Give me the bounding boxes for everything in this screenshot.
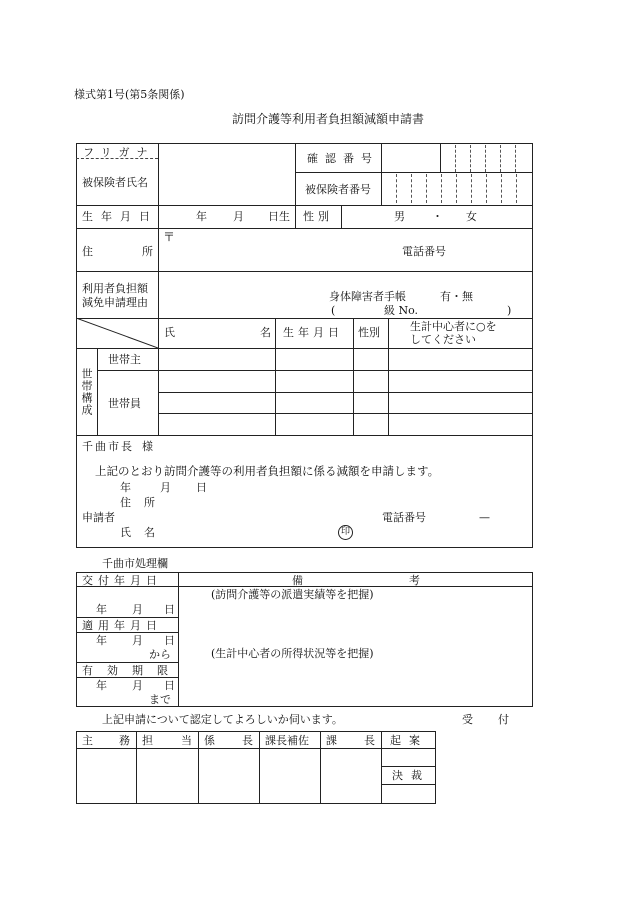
declaration-name-2: 名 — [144, 526, 155, 539]
received-label-1: 受 — [462, 713, 473, 726]
declaration-phone-label: 電話番号 — [382, 511, 426, 524]
col-name-1: 氏 — [164, 326, 175, 339]
gender-female[interactable]: 女 — [466, 210, 477, 223]
declaration-address-1: 住 — [120, 496, 131, 509]
gender-dot: ・ — [432, 210, 443, 223]
col-main-earner-line1: 生計中心者に○を — [410, 320, 497, 333]
gender-label: 性別 — [303, 210, 333, 223]
valid-day: 日 — [164, 679, 175, 692]
col-kakari-1: 係 — [204, 734, 215, 747]
reason-label-line1: 利用者負担額 — [82, 282, 148, 295]
form-title: 訪問介護等利用者負担額減額申請書 — [232, 112, 425, 126]
issue-year: 年 — [96, 603, 107, 616]
household-section-label: 世帯構成 — [80, 368, 93, 416]
remarks-label-2: 考 — [409, 574, 420, 587]
valid-year: 年 — [96, 679, 107, 692]
remarks-note-1: (訪問介護等の派遣実績等を把握) — [211, 588, 374, 601]
col-tanto-2: 当 — [181, 734, 192, 747]
col-chief-1: 課 — [326, 734, 337, 747]
col-decision: 決裁 — [392, 769, 430, 782]
declaration-address-2: 所 — [144, 496, 155, 509]
apply-from: から — [149, 648, 171, 661]
received-label-2: 付 — [498, 713, 509, 726]
approval-table — [76, 731, 436, 804]
valid-period-label: 有効期限 — [82, 664, 182, 677]
reason-label-line2: 減免申請理由 — [82, 296, 148, 309]
col-birthdate: 生年月日 — [283, 326, 343, 339]
col-gender: 性別 — [358, 326, 380, 339]
declaration-month: 月 — [160, 481, 171, 494]
mayor-label: 千曲市長 — [82, 440, 134, 453]
birthdate-year: 年 — [196, 210, 207, 223]
processing-title: 千曲市処理欄 — [102, 557, 168, 570]
close-paren: ) — [507, 304, 512, 317]
valid-until: まで — [149, 693, 171, 706]
insured-name-label: 被保険者氏名 — [82, 176, 148, 189]
col-chief-2: 長 — [364, 734, 375, 747]
declaration-name-1: 氏 — [120, 526, 131, 539]
col-main-2: 務 — [119, 734, 130, 747]
col-kakari-2: 長 — [242, 734, 253, 747]
address-label-2: 所 — [142, 245, 153, 258]
col-draft: 起案 — [390, 734, 428, 747]
remarks-label-1: 備 — [292, 574, 303, 587]
household-head-label: 世帯主 — [108, 353, 141, 366]
declaration-statement: 上記のとおり訪問介護等の利用者負担額に係る減額を申請します。 — [95, 464, 440, 478]
remarks-note-2: (生計中心者の所得状況等を把握) — [211, 647, 374, 660]
issue-date-label: 交付年月日 — [82, 574, 162, 587]
declaration-year: 年 — [120, 481, 131, 494]
gender-male[interactable]: 男 — [394, 210, 405, 223]
col-tanto-1: 担 — [142, 734, 153, 747]
postal-mark: 〒 — [163, 230, 176, 244]
apply-year: 年 — [96, 634, 107, 647]
declaration-day: 日 — [196, 481, 207, 494]
birthdate-day: 日生 — [268, 210, 290, 223]
valid-month: 月 — [132, 679, 143, 692]
insured-number-label: 被保険者番号 — [305, 183, 371, 196]
phone-label: 電話番号 — [402, 245, 446, 258]
seal-mark: 印 — [338, 525, 353, 540]
issue-day: 日 — [164, 603, 175, 616]
furigana-label: フリガナ — [83, 146, 155, 159]
apply-month: 月 — [132, 634, 143, 647]
applicant-label: 申請者 — [82, 511, 115, 524]
grade-label: 級 No. — [384, 304, 419, 317]
col-main-1: 主 — [82, 734, 93, 747]
approval-inquiry: 上記申請について認定してよろしいか伺います。 — [102, 713, 343, 726]
disability-book-label: 身体障害者手帳 — [329, 290, 406, 303]
apply-day: 日 — [164, 634, 175, 647]
form-number: 様式第1号(第5条関係) — [74, 88, 185, 101]
birthdate-label: 生年月日 — [82, 210, 158, 223]
issue-month: 月 — [132, 603, 143, 616]
confirm-number-divider — [295, 172, 381, 173]
col-main-earner-line2: してください — [410, 333, 476, 346]
diagonal-line — [76, 318, 158, 348]
declaration-phone-dash: — — [479, 511, 490, 524]
household-member-label: 世帯員 — [108, 397, 141, 410]
open-paren: ( — [331, 304, 336, 317]
honorific-label: 様 — [142, 440, 153, 453]
col-assistant: 課長補佐 — [265, 734, 309, 747]
address-label-1: 住 — [82, 245, 93, 258]
apply-date-label: 適用年月日 — [82, 619, 162, 632]
disability-has-or-not[interactable]: 有・無 — [440, 290, 473, 303]
col-name-2: 名 — [260, 326, 271, 339]
birthdate-month: 月 — [233, 210, 244, 223]
confirm-number-label: 確認番号 — [307, 152, 379, 165]
